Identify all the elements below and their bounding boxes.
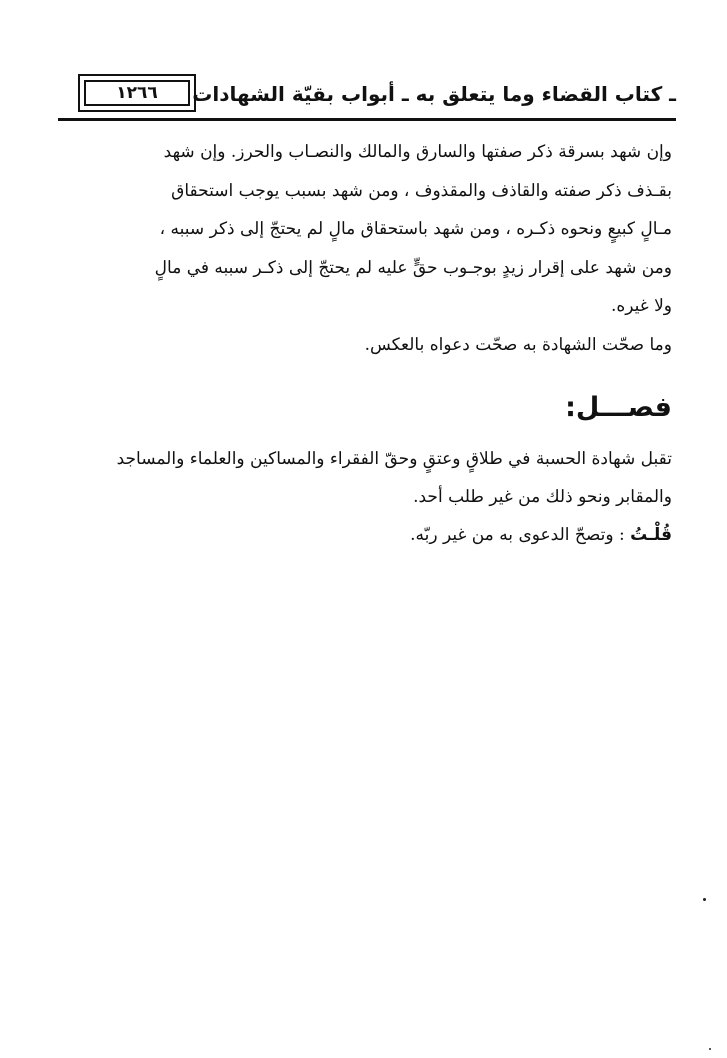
qult-label: قُلْـتُ <box>630 525 672 545</box>
text-line: مـالٍ كبيعٍ ونحوه ذكـره ، ومن شهد باستحقاق مالٍ لم يحتجّ إلى ذكر سببه ، <box>159 219 672 240</box>
page-header <box>58 74 676 126</box>
text-line: والمقابر ونحو ذلك من غير طلب أحد. <box>413 487 672 507</box>
text-line: وما صحّت الشهادة به صحّت دعواه بالعكس. <box>364 334 672 355</box>
header-rule <box>58 118 676 121</box>
qult-line <box>62 516 672 554</box>
scan-speck <box>709 1048 711 1050</box>
text-line: وإن شهد بسرقة ذكر صفتها والسارق والمالك والنصـاب والحرز. وإن شهد <box>163 142 672 162</box>
text-line: ومن شهد على إقرار زيدٍ بوجـوب حقٍّ عليه لم يحتجّ إلى ذكـر سببه في مالٍ <box>154 257 672 278</box>
qult-text: : وتصحّ الدعوى به من غير ربّه. <box>410 525 625 545</box>
running-title: ـ كتاب القضاء وما يتعلق به ـ أبواب بقيّة الشهادات <box>192 82 676 106</box>
page-number-box <box>78 74 196 112</box>
text-line: بقـذف ذكر صفته والقاذف والمقذوف ، ومن شهد بسبب يوجب استحقاق <box>171 180 672 201</box>
paragraph-1 <box>62 133 672 365</box>
text-line: تقبل شهادة الحسبة في طلاقٍ وعتقٍ وحقّ الفقراء والمساكين والعلماء والمساجد <box>116 449 672 469</box>
section-heading: فصـــل: <box>565 392 672 423</box>
scan-speck <box>703 898 706 901</box>
section-body <box>62 440 672 554</box>
text-line: ولا غيره. <box>610 296 672 317</box>
page-number: ١٢٦٦ <box>84 80 190 106</box>
